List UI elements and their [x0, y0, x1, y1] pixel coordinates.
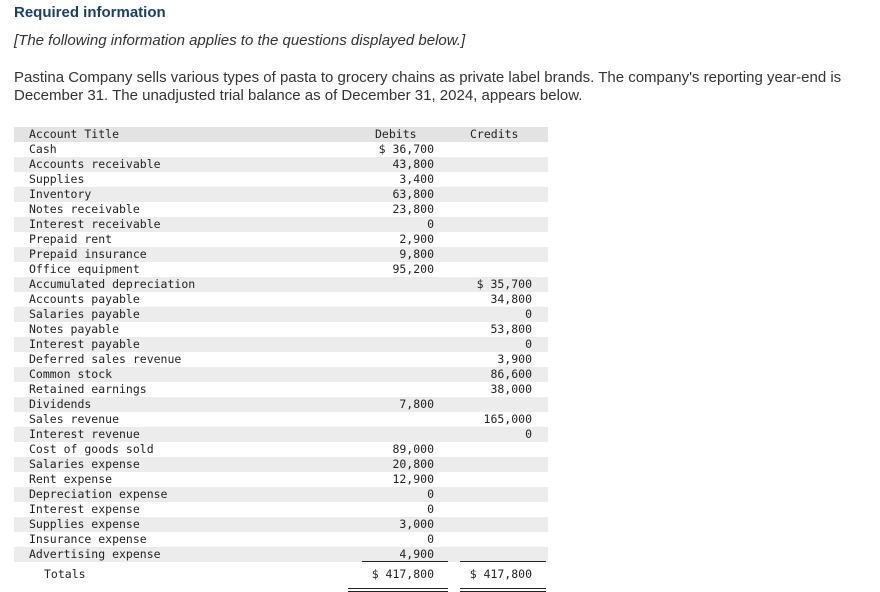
account-title-cell: Interest receivable	[29, 217, 161, 231]
table-row	[14, 502, 548, 517]
account-title-cell: Dividends	[29, 397, 92, 411]
account-title-cell: Accounts receivable	[29, 157, 161, 171]
account-title-cell: Interest expense	[29, 502, 140, 516]
table-row	[14, 142, 548, 157]
credit-cell: 0	[525, 307, 532, 321]
table-row	[14, 157, 548, 172]
debit-cell: 4,900	[399, 547, 434, 561]
debit-cell: 89,000	[392, 442, 434, 456]
table-row	[14, 172, 548, 187]
table-row	[14, 307, 548, 322]
debit-cell: 63,800	[392, 187, 434, 201]
table-row	[14, 187, 548, 202]
table-row	[14, 517, 548, 532]
trial-balance-table	[14, 127, 548, 586]
account-title-cell: Common stock	[29, 367, 113, 381]
table-row	[14, 547, 548, 562]
credit-cell: 38,000	[490, 382, 532, 396]
table-row	[14, 247, 548, 262]
credit-cell: 86,600	[490, 367, 532, 381]
instructions-note: [The following information applies to the questions displayed below.]	[14, 32, 466, 49]
debit-cell: 20,800	[392, 457, 434, 471]
total-credits: $ 417,800	[469, 567, 532, 581]
table-row	[14, 367, 548, 382]
account-title-cell: Cost of goods sold	[29, 442, 154, 456]
table-row	[14, 472, 548, 487]
account-title-cell: Retained earnings	[29, 382, 147, 396]
account-title-cell: Depreciation expense	[29, 487, 168, 501]
credit-cell: 165,000	[483, 412, 532, 426]
debit-cell: 0	[427, 487, 434, 501]
debit-cell: 3,000	[399, 517, 434, 531]
credit-cell: 0	[525, 337, 532, 351]
table-row	[14, 487, 548, 502]
account-title-cell: Accounts payable	[29, 292, 140, 306]
totals-row	[14, 562, 548, 586]
account-title-cell: Interest revenue	[29, 427, 140, 441]
debit-cell: 7,800	[399, 397, 434, 411]
debit-cell: $ 36,700	[378, 142, 434, 156]
account-title-cell: Prepaid insurance	[29, 247, 147, 261]
debit-cell: 0	[427, 532, 434, 546]
account-title-cell: Accumulated depreciation	[29, 277, 196, 291]
account-title-cell: Deferred sales revenue	[29, 352, 182, 366]
table-row	[14, 532, 548, 547]
totals-label: Totals	[44, 567, 86, 581]
table-row	[14, 277, 548, 292]
account-title-cell: Supplies expense	[29, 517, 140, 531]
table-row	[14, 217, 548, 232]
table-row	[14, 427, 548, 442]
account-title-cell: Supplies	[29, 172, 85, 186]
debit-cell: 23,800	[392, 202, 434, 216]
account-title-cell: Interest payable	[29, 337, 140, 351]
total-debits: $ 417,800	[371, 567, 434, 581]
account-title-cell: Salaries payable	[29, 307, 140, 321]
table-row	[14, 262, 548, 277]
table-row	[14, 412, 548, 427]
account-title-cell: Advertising expense	[29, 547, 161, 561]
table-row	[14, 232, 548, 247]
account-title-cell: Prepaid rent	[29, 232, 113, 246]
table-row	[14, 337, 548, 352]
debit-cell: 0	[427, 217, 434, 231]
account-title-cell: Rent expense	[29, 472, 113, 486]
credit-cell: $ 35,700	[476, 277, 532, 291]
account-title-cell: Sales revenue	[29, 412, 120, 426]
debits-header: Debits	[375, 127, 417, 141]
debit-cell: 43,800	[392, 157, 434, 171]
table-row	[14, 397, 548, 412]
debit-cell: 3,400	[399, 172, 434, 186]
debit-cell: 12,900	[392, 472, 434, 486]
table-row	[14, 382, 548, 397]
table-row	[14, 457, 548, 472]
account-title-cell: Office equipment	[29, 262, 140, 276]
table-row	[14, 202, 548, 217]
credits-double-underline	[460, 588, 546, 592]
account-title-cell: Notes payable	[29, 322, 120, 336]
table-row	[14, 442, 548, 457]
required-information-title: Required information	[14, 4, 166, 21]
table-row	[14, 292, 548, 307]
account-title-cell: Notes receivable	[29, 202, 140, 216]
debit-cell: 95,200	[392, 262, 434, 276]
credits-header: Credits	[470, 127, 519, 141]
debit-cell: 2,900	[399, 232, 434, 246]
account-title-header: Account Title	[29, 127, 120, 141]
debit-cell: 0	[427, 502, 434, 516]
intro-paragraph: Pastina Company sells various types of pasta to grocery chains as private label brands. The company's reporting year-end is December 31. The unadjusted trial balance as of December 31, 2024, appears below.	[14, 69, 842, 104]
account-title-cell: Insurance expense	[29, 532, 147, 546]
credit-cell: 53,800	[490, 322, 532, 336]
debit-cell: 9,800	[399, 247, 434, 261]
table-header-row	[14, 127, 548, 142]
credit-cell: 0	[525, 427, 532, 441]
trial-balance-body	[14, 142, 548, 562]
table-row	[14, 322, 548, 337]
account-title-cell: Inventory	[29, 187, 92, 201]
credit-cell: 34,800	[490, 292, 532, 306]
account-title-cell: Salaries expense	[29, 457, 140, 471]
account-title-cell: Cash	[29, 142, 57, 156]
credit-cell: 3,900	[497, 352, 532, 366]
table-row	[14, 352, 548, 367]
debits-double-underline	[348, 588, 448, 592]
